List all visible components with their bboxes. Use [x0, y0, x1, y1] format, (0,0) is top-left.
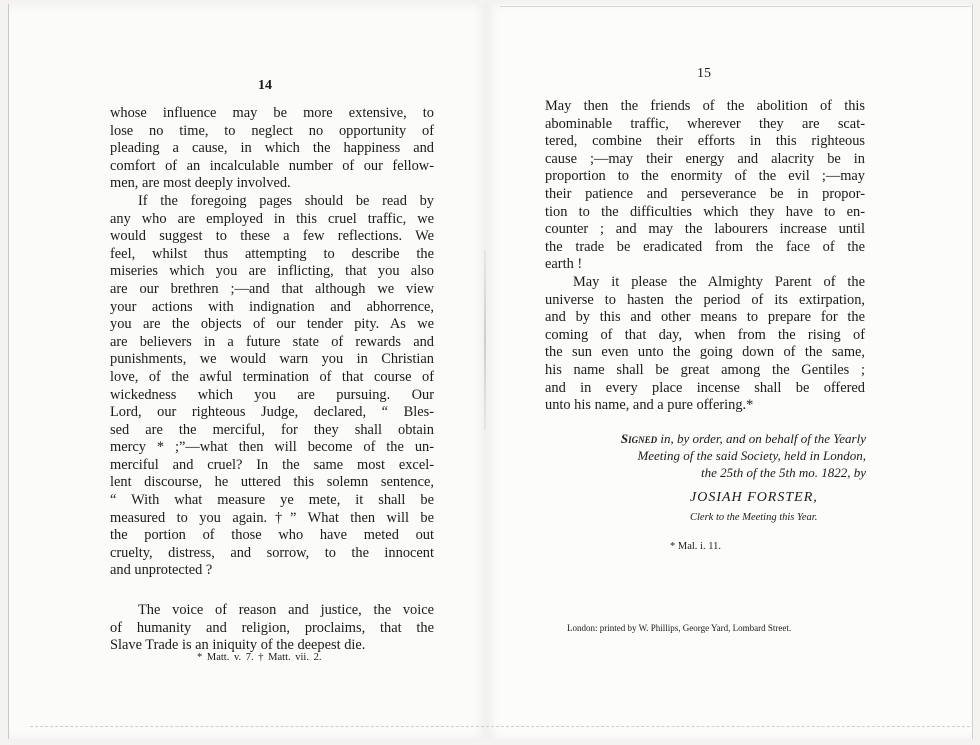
text-line: would suggest to these a few reflections. We	[110, 228, 434, 245]
text-line: punishments, we would warn you in Christian	[110, 351, 434, 368]
text-line: miseries which you are inflicting, that you also	[110, 263, 434, 280]
text-line: Slave Trade is an iniquity of the deepest die.	[110, 637, 366, 654]
text-line: May it please the Almighty Parent of the	[573, 273, 865, 290]
text-line: May then the friends of the abolition of this	[545, 98, 865, 114]
signed-block	[556, 430, 866, 481]
left-paragraph-2	[110, 193, 434, 580]
signatory-name: JOSIAH FORSTER,	[690, 490, 818, 505]
text-line: cause ;—may their energy and alacrity be in	[545, 150, 865, 167]
text-line: counter ; and may the labourers increase until	[545, 221, 865, 238]
page-edge-bottom	[30, 726, 970, 728]
text-line: The voice of reason and justice, the voice	[138, 602, 434, 619]
text-line: and in every place incense shall be offered	[545, 379, 865, 396]
signed-line-2: Meeting of the said Society, held in London,	[637, 448, 866, 463]
text-line: any who are employed in this cruel traffic, we	[110, 210, 434, 227]
text-line: the sun even unto the going down of the same,	[545, 344, 865, 361]
right-page-body	[545, 98, 865, 415]
signed-word: Signed	[620, 431, 658, 446]
text-line: wickedness which you are pursuing. Our	[110, 386, 434, 403]
text-line: universe to hasten the period of its extirpation,	[545, 291, 865, 308]
text-line: unto his name, and a pure offering.*	[545, 397, 754, 414]
text-line: feel, whilst thus attempting to describe the	[110, 245, 434, 262]
text-line: tered, combine their efforts in this righteous	[545, 133, 865, 150]
text-line: pleading a cause, in which the happiness and	[110, 140, 434, 157]
signed-rest: in, by order, and on behalf of the Yearly	[657, 431, 866, 446]
page-edge-top	[500, 6, 970, 7]
text-line: measured to you again.†” What then will be	[110, 509, 434, 526]
text-line: your actions with indignation and abhorrence,	[110, 298, 434, 315]
text-line: coming of that day, when from the rising of	[545, 326, 865, 343]
text-line: lent discourse, he uttered this solemn sentence,	[110, 474, 434, 491]
left-paragraph-1	[110, 105, 434, 193]
text-line: lose no time, to neglect no opportunity of	[110, 122, 434, 139]
text-line: comfort of an incalculable number of our fellow-	[110, 157, 434, 174]
text-line: cruelty, distress, and sorrow, to the innocent	[110, 544, 434, 561]
text-line: merciful and cruel? In the same most excel-	[110, 456, 434, 473]
signed-line-1	[556, 430, 866, 447]
text-line: “ With what measure ye mete, it shall be	[110, 492, 434, 509]
text-line: sed are the merciful, for they shall obtain	[110, 421, 434, 438]
text-line: and unprotected ?	[110, 562, 213, 579]
text-line: proportion to the enormity of the evil ;—may	[545, 168, 865, 185]
left-page-body	[110, 105, 434, 655]
page-number-left: 14	[258, 78, 272, 93]
text-line: you are the objects of our tender pity. As we	[110, 316, 434, 333]
text-line: earth !	[545, 256, 583, 273]
printer-imprint: London: printed by W. Phillips, George Yard, Lombard Street.	[567, 623, 792, 633]
text-line: of humanity and religion, proclaims, that the	[110, 619, 434, 636]
text-line: Lord, our righteous Judge, declared, “ Bles-	[110, 404, 434, 421]
text-line: are our brethren ;—and that although we view	[110, 280, 434, 297]
text-line: their patience and perseverance be in propor-	[545, 185, 865, 202]
signatory-title: Clerk to the Meeting this Year.	[690, 512, 818, 523]
text-line: and by this and other means to prepare for the	[545, 309, 865, 326]
page-number-right: 15	[697, 66, 711, 81]
right-footnote: * Mal. i. 11.	[670, 541, 721, 552]
right-paragraph-1	[545, 98, 865, 274]
left-footnotes: * Matt. v. 7. † Matt. vii. 2.	[197, 652, 322, 663]
text-line: his name shall be great among the Gentiles ;	[545, 361, 865, 378]
gutter	[484, 250, 486, 430]
left-paragraph-3	[110, 602, 434, 655]
text-line: love, of the awful termination of that course of	[110, 368, 434, 385]
text-line: are believers in a future state of rewards and	[110, 333, 434, 350]
text-line: abominable traffic, wherever they are scat-	[545, 115, 865, 132]
text-line: men, are most deeply involved.	[110, 175, 291, 192]
text-line: the portion of those who have meted out	[110, 527, 434, 544]
text-line: mercy * ;”—what then will become of the un-	[110, 439, 434, 456]
text-line: whose influence may be more extensive, to	[110, 105, 434, 121]
text-line: tion to the difficulties which they have to en-	[545, 203, 865, 220]
text-line: If the foregoing pages should be read by	[138, 192, 434, 209]
signed-line-3: the 25th of the 5th mo. 1822, by	[700, 465, 866, 480]
right-paragraph-2	[545, 274, 865, 415]
text-line: the trade be eradicated from the face of the	[545, 238, 865, 255]
